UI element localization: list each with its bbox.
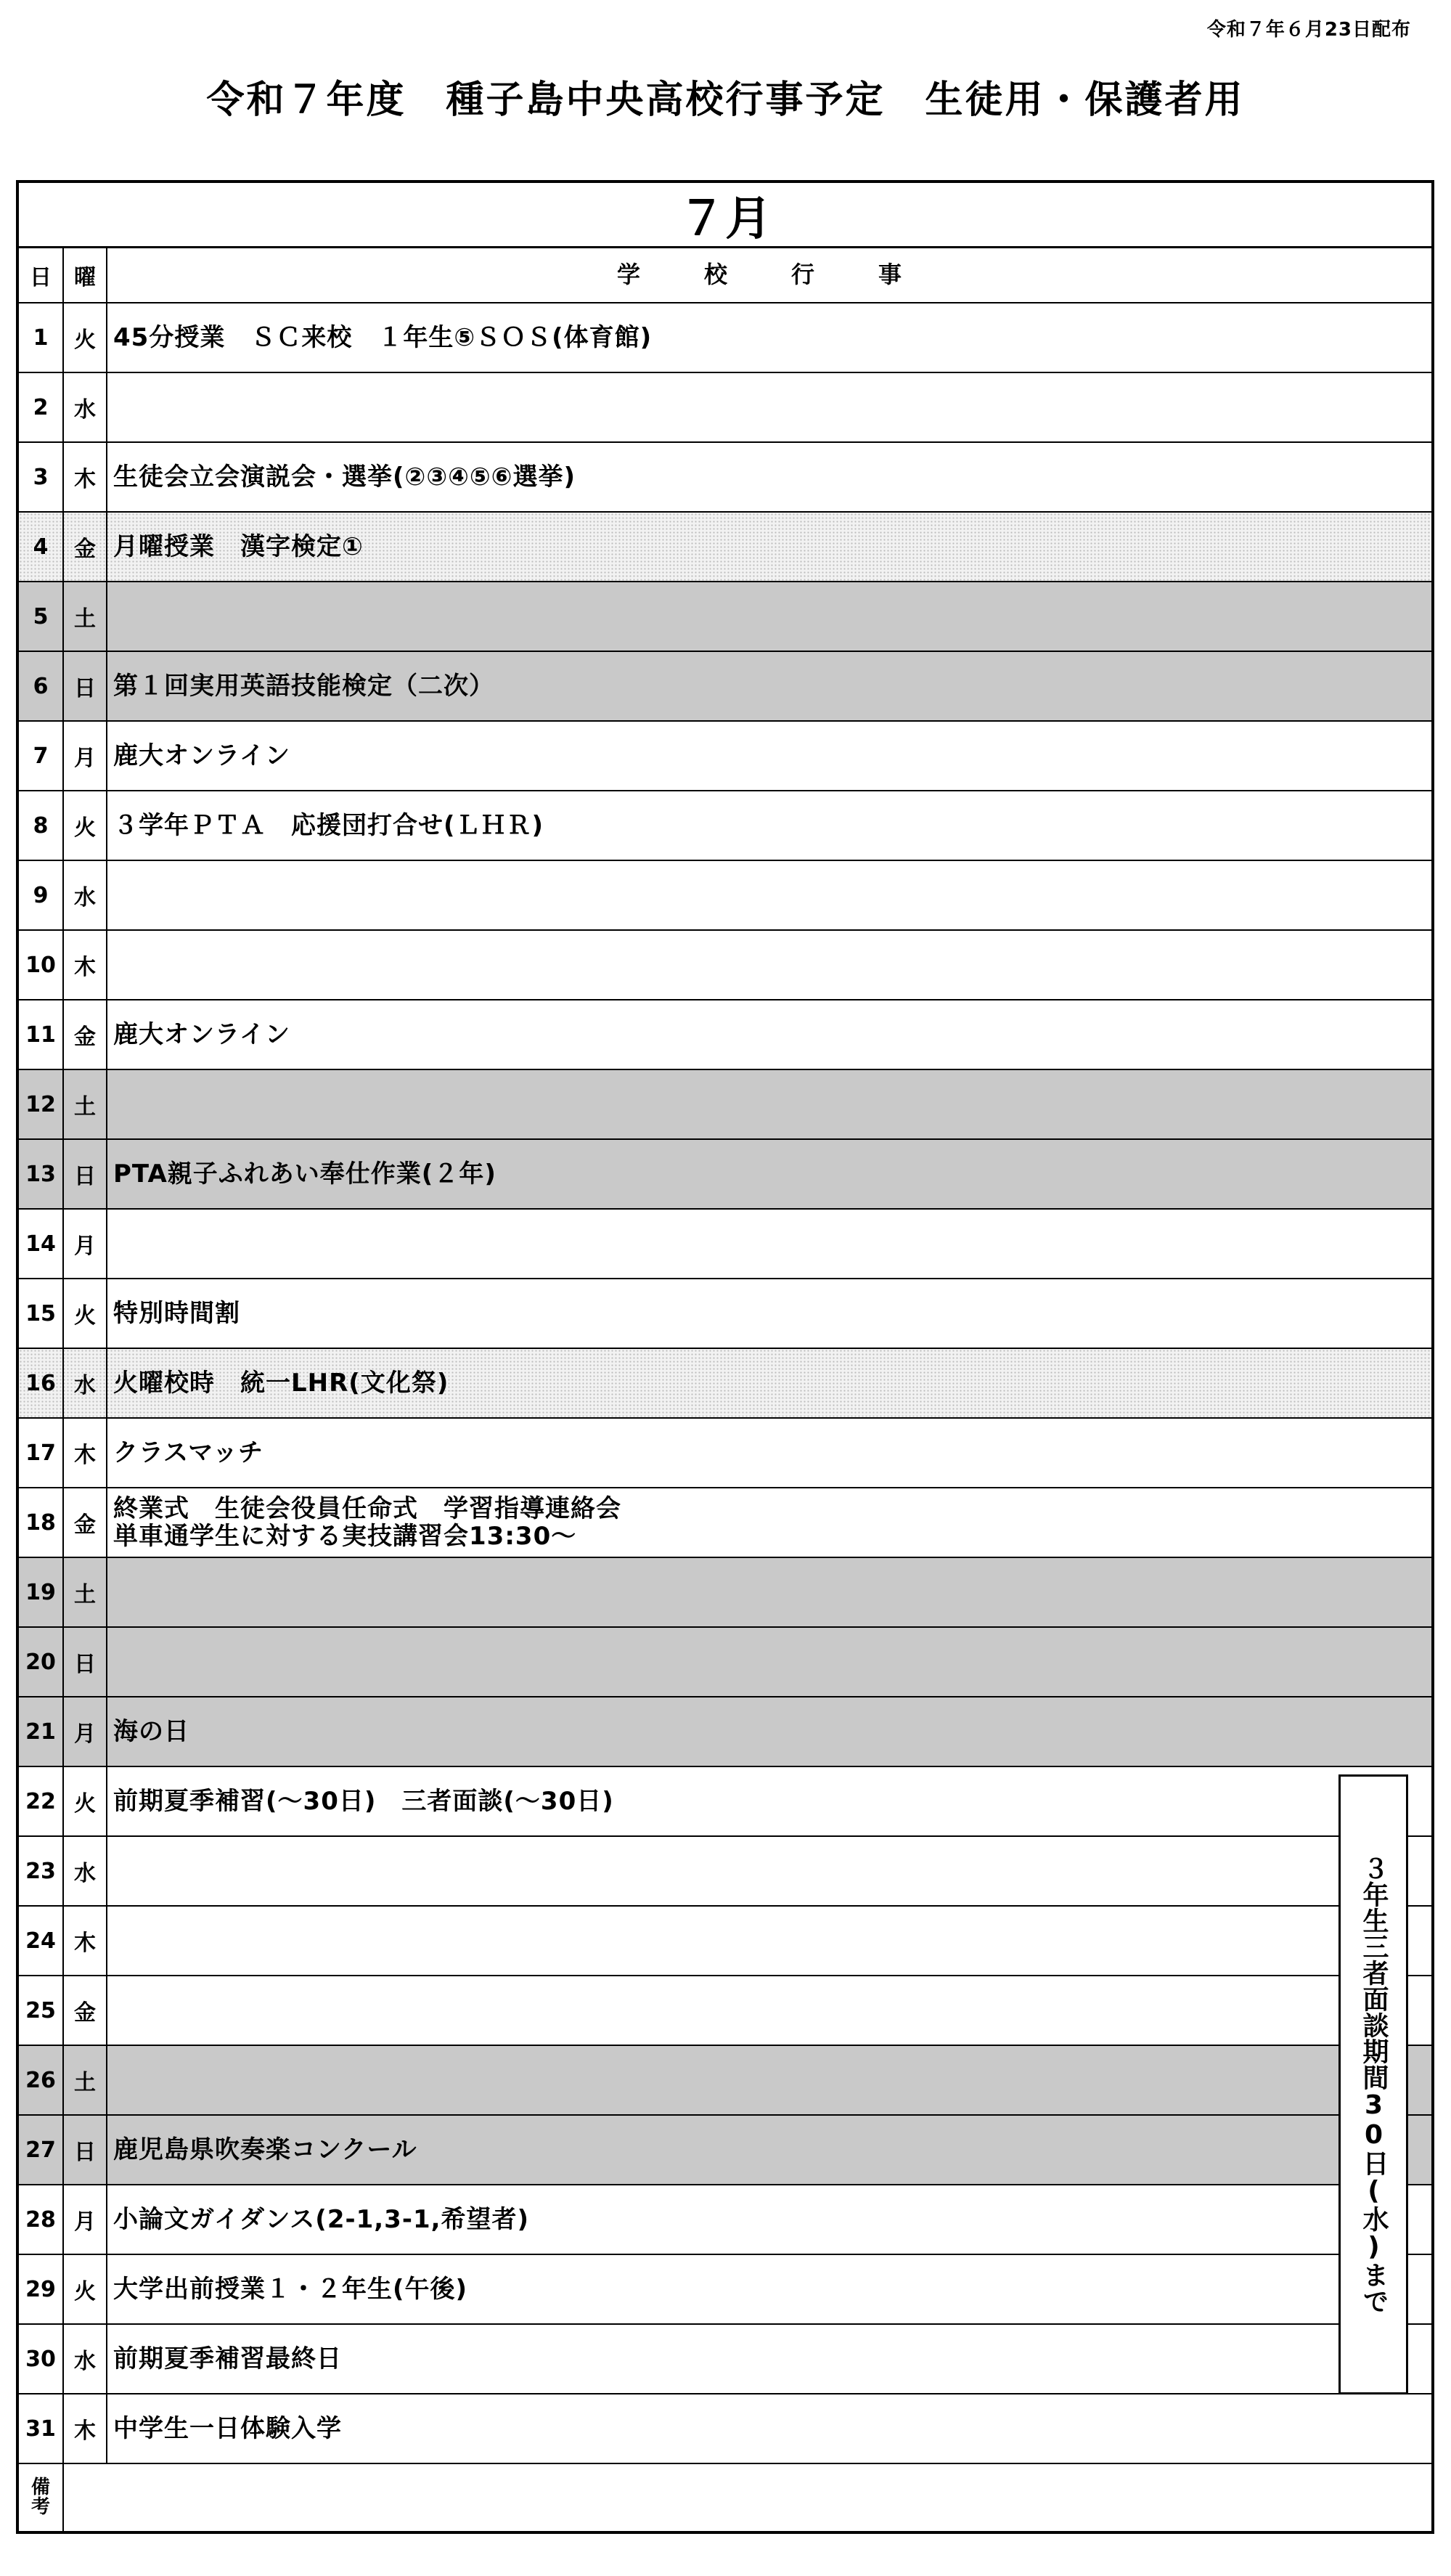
event-cell — [107, 791, 1431, 860]
event-cell — [107, 1070, 1431, 1138]
day-number: 21 — [19, 1697, 64, 1766]
table-row — [19, 1976, 1431, 2046]
weekday: 火 — [64, 1279, 107, 1348]
column-header-row — [19, 248, 1431, 303]
day-number: 7 — [19, 722, 64, 790]
event-cell — [107, 443, 1431, 511]
notes-label — [19, 2464, 64, 2531]
weekday: 土 — [64, 2046, 107, 2114]
table-row — [19, 931, 1431, 1000]
weekday: 日 — [64, 652, 107, 720]
weekday: 日 — [64, 2116, 107, 2184]
event-cell — [107, 1000, 1431, 1069]
day-number: 22 — [19, 1767, 64, 1835]
table-row — [19, 1419, 1431, 1488]
notes-label-char: 備 — [30, 2476, 50, 2498]
day-number: 29 — [19, 2255, 64, 2323]
weekday: 木 — [64, 1419, 107, 1487]
table-row — [19, 791, 1431, 861]
weekday: 月 — [64, 2185, 107, 2254]
table-row — [19, 1070, 1431, 1140]
day-number: 4 — [19, 513, 64, 581]
event-cell — [107, 582, 1431, 651]
weekday: 木 — [64, 1907, 107, 1975]
event-cell — [107, 722, 1431, 790]
day-number: 26 — [19, 2046, 64, 2114]
weekday: 火 — [64, 1767, 107, 1835]
day-number: 1 — [19, 303, 64, 372]
event-text: 海の日 — [113, 1716, 189, 1746]
event-text: PTA親子ふれあい奉仕作業(２年) — [113, 1159, 496, 1189]
event-text: 鹿大オンライン — [113, 1019, 290, 1049]
table-row — [19, 652, 1431, 722]
day-number: 25 — [19, 1976, 64, 2045]
day-number: 10 — [19, 931, 64, 999]
weekday: 木 — [64, 2394, 107, 2463]
event-text: 鹿大オンライン — [113, 741, 290, 770]
notes-content — [64, 2464, 1431, 2531]
table-row — [19, 1210, 1431, 1279]
table-row — [19, 1907, 1431, 1976]
event-cell — [107, 1767, 1431, 1835]
notes-label-char: 考 — [30, 2496, 50, 2518]
notes-row — [19, 2464, 1431, 2531]
table-row — [19, 1837, 1431, 1907]
table-row — [19, 1140, 1431, 1210]
month-heading: ７月 — [19, 183, 1431, 248]
event-cell — [107, 2116, 1431, 2184]
day-number: 5 — [19, 582, 64, 651]
event-text: 大学出前授業１・２年生(午後) — [113, 2274, 468, 2304]
table-row — [19, 1767, 1431, 1837]
event-text: 鹿児島県吹奏楽コンクール — [113, 2135, 417, 2164]
event-text: 小論文ガイダンス(2-1,3-1,希望者) — [113, 2204, 530, 2234]
table-row — [19, 443, 1431, 513]
event-cell — [107, 861, 1431, 929]
event-cell — [107, 2255, 1431, 2323]
weekday: 水 — [64, 1837, 107, 1905]
table-row — [19, 1279, 1431, 1349]
event-text: 生徒会立会演説会・選挙(②③④⑤⑥選挙) — [113, 462, 576, 492]
event-cell — [107, 1558, 1431, 1626]
weekday: 木 — [64, 931, 107, 999]
event-text: 火曜校時 統一LHR(文化祭) — [113, 1368, 449, 1398]
event-cell — [107, 2046, 1431, 2114]
weekday: 月 — [64, 722, 107, 790]
day-number: 3 — [19, 443, 64, 511]
day-number: 8 — [19, 791, 64, 860]
day-number: 9 — [19, 861, 64, 929]
event-cell — [107, 373, 1431, 441]
interview-period-note — [1338, 1774, 1408, 2394]
table-row — [19, 1558, 1431, 1628]
event-cell — [107, 1419, 1431, 1487]
weekday: 土 — [64, 582, 107, 651]
table-row — [19, 2116, 1431, 2185]
event-cell — [107, 1210, 1431, 1278]
day-number: 24 — [19, 1907, 64, 1975]
day-number: 30 — [19, 2325, 64, 2393]
weekday: 水 — [64, 861, 107, 929]
weekday: 木 — [64, 443, 107, 511]
table-row — [19, 2394, 1431, 2464]
events-column-header: 学 校 行 事 — [616, 261, 922, 289]
table-row — [19, 1488, 1431, 1558]
event-cell — [107, 2185, 1431, 2254]
event-cell — [107, 1907, 1431, 1975]
table-row — [19, 2185, 1431, 2255]
event-cell — [107, 303, 1431, 372]
event-text: クラスマッチ — [113, 1438, 263, 1467]
schedule-table — [16, 180, 1434, 2534]
event-cell — [107, 1279, 1431, 1348]
event-text: 45分授業 ＳＣ来校 １年生⑤ＳＯＳ(体育館) — [113, 322, 653, 352]
table-row — [19, 373, 1431, 443]
event-cell — [107, 2394, 1431, 2463]
event-text: 前期夏季補習最終日 — [113, 2344, 342, 2373]
interview-period-text: ３年生三者面談期間30日(水)まで — [1359, 1855, 1389, 2314]
day-rows — [19, 303, 1431, 2464]
issue-date: 令和７年６月23日配布 — [1206, 19, 1411, 41]
weekday-column-header: 曜 — [64, 248, 107, 302]
weekday: 土 — [64, 1070, 107, 1138]
event-text: 単車通学生に対する実技講習会13:30～ — [113, 1522, 577, 1551]
event-cell — [107, 2325, 1431, 2393]
event-cell — [107, 513, 1431, 581]
table-row — [19, 513, 1431, 582]
day-number: 28 — [19, 2185, 64, 2254]
table-row — [19, 861, 1431, 931]
day-number: 6 — [19, 652, 64, 720]
day-number: 18 — [19, 1488, 64, 1557]
table-row — [19, 2255, 1431, 2325]
weekday: 金 — [64, 1976, 107, 2045]
day-number: 15 — [19, 1279, 64, 1348]
day-number: 19 — [19, 1558, 64, 1626]
day-number: 20 — [19, 1628, 64, 1696]
weekday: 日 — [64, 1628, 107, 1696]
event-text: ３学年ＰＴＡ 応援団打合せ(ＬＨＲ) — [113, 810, 544, 840]
event-cell — [107, 1837, 1431, 1905]
weekday: 火 — [64, 791, 107, 860]
weekday: 月 — [64, 1210, 107, 1278]
day-number: 23 — [19, 1837, 64, 1905]
day-number: 12 — [19, 1070, 64, 1138]
event-cell — [107, 1628, 1431, 1696]
event-cell — [107, 1140, 1431, 1208]
weekday: 月 — [64, 1697, 107, 1766]
table-row — [19, 1628, 1431, 1697]
weekday: 火 — [64, 2255, 107, 2323]
table-row — [19, 582, 1431, 652]
day-number: 17 — [19, 1419, 64, 1487]
weekday: 水 — [64, 373, 107, 441]
event-cell — [107, 1488, 1431, 1557]
table-row — [19, 303, 1431, 373]
weekday: 土 — [64, 1558, 107, 1626]
weekday: 金 — [64, 1000, 107, 1069]
page-title: 令和７年度 種子島中央高校行事予定 生徒用・保護者用 — [206, 78, 1245, 122]
weekday: 火 — [64, 303, 107, 372]
day-number: 31 — [19, 2394, 64, 2463]
weekday: 水 — [64, 2325, 107, 2393]
event-text: 中学生一日体験入学 — [113, 2413, 342, 2443]
day-number: 11 — [19, 1000, 64, 1069]
event-text: 前期夏季補習(～30日) 三者面談(～30日) — [113, 1786, 614, 1816]
weekday: 日 — [64, 1140, 107, 1208]
day-number: 16 — [19, 1349, 64, 1417]
table-row — [19, 2325, 1431, 2394]
table-row — [19, 1000, 1431, 1070]
event-text: 終業式 生徒会役員任命式 学習指導連絡会 — [113, 1493, 621, 1523]
table-row — [19, 2046, 1431, 2116]
event-cell — [107, 1697, 1431, 1766]
weekday: 金 — [64, 513, 107, 581]
table-row — [19, 1349, 1431, 1419]
table-row — [19, 722, 1431, 791]
event-cell — [107, 1349, 1431, 1417]
event-cell — [107, 652, 1431, 720]
day-number: 14 — [19, 1210, 64, 1278]
table-row — [19, 1697, 1431, 1767]
event-text: 特別時間割 — [113, 1298, 240, 1328]
event-cell — [107, 931, 1431, 999]
weekday: 水 — [64, 1349, 107, 1417]
event-text: 月曜授業 漢字検定① — [113, 531, 364, 561]
event-cell — [107, 1976, 1431, 2045]
day-number: 13 — [19, 1140, 64, 1208]
event-text: 第１回実用英語技能検定（二次） — [113, 671, 494, 701]
day-number: 2 — [19, 373, 64, 441]
weekday: 金 — [64, 1488, 107, 1557]
day-number: 27 — [19, 2116, 64, 2184]
day-column-header: 日 — [19, 248, 64, 302]
